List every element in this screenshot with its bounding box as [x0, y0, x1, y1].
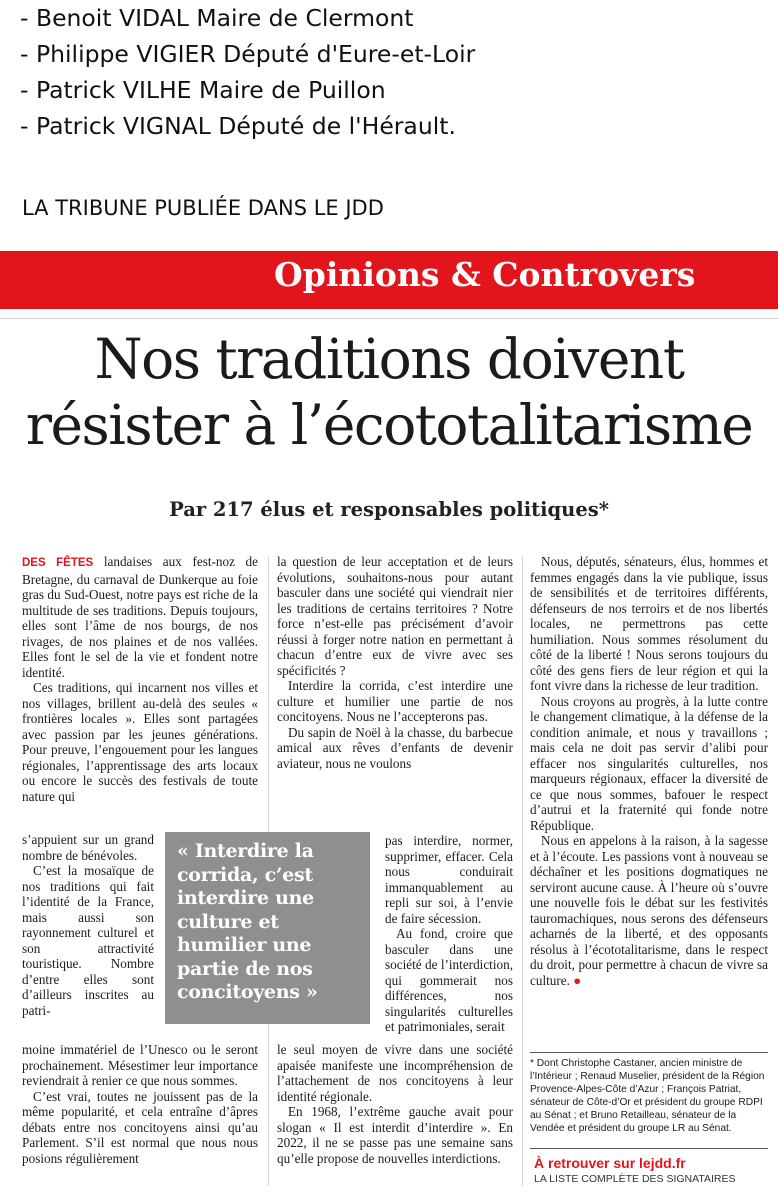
column-rule — [522, 556, 523, 1186]
footnote-text: * Dont Christophe Castaner, ancien ministre de l’Intérieur ; Renaud Muselier, président de la Région Provence-Alpes-Côte d’Azur ; François Patriat, sénateur de Côte-d’Or et président du groupe RDPI au Sénat ; et Bruno Retailleau, sénateur de la Vendée et président du groupe LR au Sénat. — [530, 1058, 765, 1134]
article-column-2 — [277, 554, 513, 771]
article-column-2-narrow — [385, 833, 513, 1035]
section-banner — [0, 251, 778, 309]
footnote — [530, 1057, 768, 1135]
paragraph: Au fond, croire que basculer dans une société de l’interdiction, qui gommerait nos différences, nos singularités culturelles et patrimoniales, serait — [385, 926, 513, 1034]
pull-quote — [165, 832, 370, 1024]
paragraph: Nous croyons au progrès, à la lutte contre le changement climatique, à la défense de la condition animale, et nous y travaillons ; mais cela ne doit pas servir d’alibi pour effacer nos singularités culturelles, nos marqueurs régionaux, effacer la diversité de ce que nous sommes, bafouer le respect d’autrui et la fraternité qui fonde notre République. — [530, 693, 768, 833]
byline: Par 217 élus et responsables politiques* — [169, 498, 609, 521]
tribune-note: LA TRIBUNE PUBLIÉE DANS LE JDD — [22, 196, 384, 220]
paragraph: Nous, députés, sénateurs, élus, hommes et femmes engagés dans la vie publique, issus de sensibilités et de territoires différents, défenseurs de nos terroirs et de nos libertés locales, ne permettrons pas cette humiliation. Nous sommes résolument du côté de la liberté ! Nous serons toujours du côté des gens fiers de leur région et qui la font vivre dans la richesse de leur tradition. — [530, 554, 768, 693]
signatory-line: - Patrick VILHE Maire de Puillon — [20, 76, 386, 104]
paragraph: Interdire la corrida, c’est interdire une culture et humilier une partie de nos concitoyens. Nous ne l’accepterons pas. — [277, 678, 513, 724]
paragraph: pas interdire, normer, supprimer, effacer. Cela nous conduirait immanquablement au repli sur soi, à l’envie de faire sécession. — [385, 833, 513, 926]
end-mark: ● — [569, 972, 582, 988]
section-title: Opinions & Controvers — [274, 255, 696, 294]
paragraph: C’est vrai, toutes ne jouissent pas de la même popularité, et cela entraîne d’âpres débats entre nos concitoyens ainsi qu’au Parlement. S’il est normal que nous nous posions régulièrement — [22, 1088, 258, 1166]
headline-line: Nos traditions doivent — [94, 327, 684, 391]
article-column-3 — [530, 554, 768, 988]
headline-line: résister à l’écototalitarisme — [25, 393, 753, 457]
divider — [530, 1148, 768, 1149]
article-column-1 — [22, 554, 258, 804]
paragraph: landaises aux fest-noz de Bretagne, du carnaval de Dunkerque au foie gras du Sud-Ouest, notre pays est riche de la multitude de ses traditions. Depuis toujours, elles sont l’âme de nos bourgs, de nos rivages, de nos plaines et de nos vallées. Elles font le sel de la vie et fondent notre identité. — [22, 554, 258, 680]
signatory-line: - Benoit VIDAL Maire de Clermont — [20, 4, 414, 32]
paragraph: Du sapin de Noël à la chasse, du barbecue amical aux rêves d’enfants de devenir aviateur, nous ne voulons — [277, 724, 513, 771]
divider — [0, 318, 778, 319]
paragraph: Ces traditions, qui incarnent nos villes et nos villages, brillent au-delà des seules « frontières locales ». Elles sont partagées avec passion par les jeunes générations. Pour preuve, l’engouement pour les langues régionales, l’apprentissage des arts locaux ou encore le succès des festivals de toute nature qui — [22, 680, 258, 804]
paragraph: En 1968, l’extrême gauche avait pour slogan « Il est interdit d’interdire ». En 2022, il ne se passe pas une semaine sans qu’elle propose de nouvelles interdictions. — [277, 1104, 513, 1166]
paragraph: s’appuient sur un grand nombre de bénévoles. — [22, 832, 154, 863]
website-link[interactable]: À retrouver sur lejdd.fr — [534, 1155, 686, 1171]
headline — [0, 326, 778, 458]
article-column-2-bottom — [277, 1042, 513, 1166]
article-column-1-bottom — [22, 1042, 258, 1166]
signatory-list — [20, 0, 770, 144]
article-column-1-narrow — [22, 832, 154, 1018]
signatories-list-label: LA LISTE COMPLÈTE DES SIGNATAIRES — [534, 1173, 736, 1185]
paragraph: moine immatériel de l’Unesco ou le seront prochainement. Mésestimer leur importance reviendrait à renier ce que nous sommes. — [22, 1042, 258, 1088]
divider — [530, 1052, 768, 1053]
paragraph: le seul moyen de vivre dans une société apaisée manifeste une incompréhension de l’attachement de nos concitoyens à leur identité régionale. — [277, 1042, 513, 1104]
pull-quote-text: « Interdire la corrida, c’est interdire une culture et humilier une partie de nos concitoyens » — [177, 840, 318, 1003]
signatory-line: - Philippe VIGIER Député d'Eure-et-Loir — [20, 40, 476, 68]
signatory-line: - Patrick VIGNAL Député de l'Hérault. — [20, 112, 456, 140]
paragraph: C’est la mosaïque de nos traditions qui fait l’identité de la France, mais aussi son rayonnement culturel et son attractivité touristique. Nombre d’entre elles sont d’ailleurs inscrites au patri- — [22, 863, 154, 1018]
kicker: DES FÊTES — [22, 557, 94, 569]
paragraph: Nous en appelons à la raison, à la sagesse et à l’écoute. Les passions vont à nouveau se déchaîner et les positions dogmatiques ne serviront aucune cause. À l’heure où s’ouvre une nouvelle fois le débat sur les festivités tauromachiques, nous serons des défenseurs acharnés de la liberté, et des opposants résolus à l’écototalitarisme, dans le respect du droit, pour permettre à chacun de vivre sa culture. — [530, 833, 768, 988]
paragraph: la question de leur acceptation et de leurs évolutions, souhaitons-nous pour autant basculer dans une société qui viendrait nier les traditions de certains territoires ? Notre force n’est-elle pas précisément d’avoir réussi à forger notre nation en permettant à chacun d’entre eux de vivre avec ses spécificités ? — [277, 554, 513, 678]
